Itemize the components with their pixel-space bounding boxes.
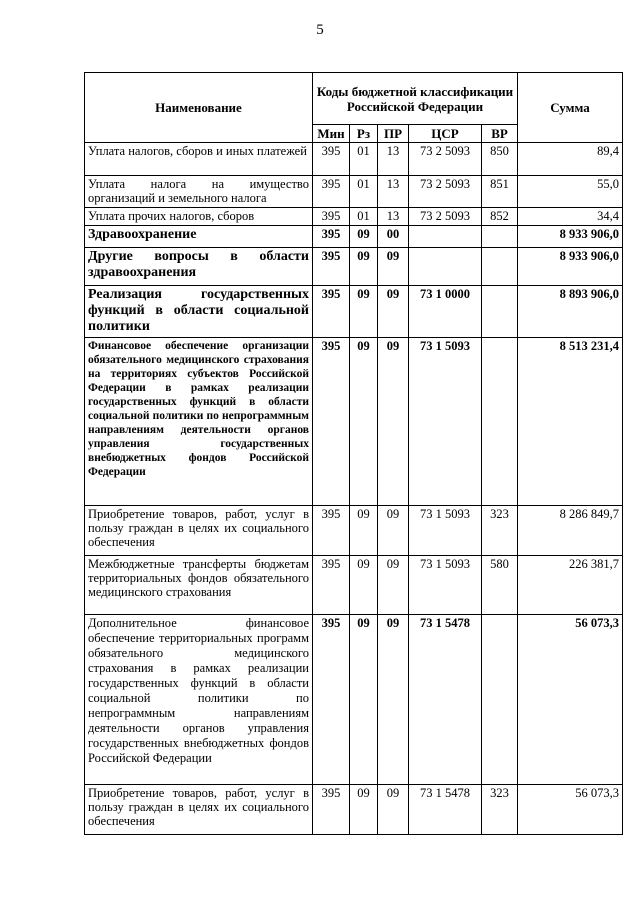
table-row [85, 226, 623, 248]
row-pr: 09 [378, 615, 409, 785]
row-csr: 73 1 5478 [409, 785, 482, 835]
row-vr [482, 615, 518, 785]
row-rz: 09 [350, 506, 378, 556]
row-sum: 55,0 [518, 176, 623, 208]
page-number: 5 [316, 22, 324, 38]
row-name: Межбюджетные трансферты бюджетам территориальных фондов обязательного медицинского страхования [85, 556, 313, 615]
row-name: Здравоохранение [85, 226, 313, 248]
row-pr: 09 [378, 286, 409, 338]
row-vr [482, 286, 518, 338]
row-name: Приобретение товаров, работ, услуг в пользу граждан в целях их социального обеспечения [85, 506, 313, 556]
row-sum: 8 933 906,0 [518, 248, 623, 286]
table-row [85, 615, 623, 785]
header-rz: Рз [350, 125, 378, 143]
row-sum: 34,4 [518, 208, 623, 226]
table-row [85, 208, 623, 226]
row-pr: 13 [378, 176, 409, 208]
row-vr: 323 [482, 785, 518, 835]
header-sum: Сумма [518, 73, 623, 143]
budget-table [84, 72, 623, 835]
row-name: Дополнительное финансовое обеспечение территориальных программ обязательного медицинского страхования в рамках реализации государственных функций в области социальной политики по непрограммным направлениям деятельности органов управления государственных внебюджетных фондов Российской Федерации [85, 615, 313, 785]
row-pr: 13 [378, 143, 409, 176]
row-sum: 8 286 849,7 [518, 506, 623, 556]
table-row [85, 506, 623, 556]
row-rz: 09 [350, 286, 378, 338]
row-sum: 56 073,3 [518, 785, 623, 835]
table-row [85, 248, 623, 286]
row-name: Уплата налогов, сборов и иных платежей [85, 143, 313, 176]
row-name: Уплата прочих налогов, сборов [85, 208, 313, 226]
row-sum: 8 513 231,4 [518, 338, 623, 506]
row-min: 395 [313, 248, 350, 286]
row-csr [409, 226, 482, 248]
row-csr: 73 2 5093 [409, 143, 482, 176]
row-vr [482, 248, 518, 286]
header-codes: Коды бюджетной классификации Российской Федерации [313, 73, 518, 125]
row-csr: 73 1 5093 [409, 506, 482, 556]
row-rz: 09 [350, 226, 378, 248]
row-name: Приобретение товаров, работ, услуг в пользу граждан в целях их социального обеспечения [85, 785, 313, 835]
header-csr: ЦСР [409, 125, 482, 143]
row-min: 395 [313, 176, 350, 208]
row-min: 395 [313, 785, 350, 835]
row-min: 395 [313, 615, 350, 785]
row-vr: 851 [482, 176, 518, 208]
row-csr: 73 1 5093 [409, 556, 482, 615]
table-row [85, 176, 623, 208]
row-rz: 09 [350, 556, 378, 615]
row-rz: 09 [350, 785, 378, 835]
row-csr: 73 2 5093 [409, 176, 482, 208]
table-row [85, 143, 623, 176]
header-name: Наименование [85, 73, 313, 143]
row-pr: 13 [378, 208, 409, 226]
row-min: 395 [313, 226, 350, 248]
row-pr: 00 [378, 226, 409, 248]
row-vr: 580 [482, 556, 518, 615]
row-name: Другие вопросы в области здравоохранения [85, 248, 313, 286]
row-min: 395 [313, 208, 350, 226]
row-vr [482, 338, 518, 506]
row-name: Финансовое обеспечение организации обязательного медицинского страхования на территориях субъектов Российской Федерации в рамках реализации государственных функций в области социальной политики по непрограммным направлениям деятельности органов управления государственных внебюджетных фондов Российской Федерации [85, 338, 313, 506]
table-row [85, 338, 623, 506]
row-vr: 323 [482, 506, 518, 556]
row-csr: 73 2 5093 [409, 208, 482, 226]
row-sum: 8 933 906,0 [518, 226, 623, 248]
table-row [85, 556, 623, 615]
row-sum: 8 893 906,0 [518, 286, 623, 338]
row-csr: 73 1 0000 [409, 286, 482, 338]
row-min: 395 [313, 143, 350, 176]
row-vr [482, 226, 518, 248]
header-pr: ПР [378, 125, 409, 143]
header-min: Мин [313, 125, 350, 143]
row-min: 395 [313, 506, 350, 556]
row-csr [409, 248, 482, 286]
row-min: 395 [313, 556, 350, 615]
row-rz: 01 [350, 143, 378, 176]
row-min: 395 [313, 286, 350, 338]
row-min: 395 [313, 338, 350, 506]
table-row [85, 785, 623, 835]
row-rz: 01 [350, 176, 378, 208]
header-row [85, 73, 623, 125]
row-pr: 09 [378, 248, 409, 286]
row-pr: 09 [378, 556, 409, 615]
row-sum: 226 381,7 [518, 556, 623, 615]
header-vr: ВР [482, 125, 518, 143]
row-name: Уплата налога на имущество организаций и земельного налога [85, 176, 313, 208]
row-pr: 09 [378, 338, 409, 506]
row-rz: 09 [350, 615, 378, 785]
row-rz: 09 [350, 338, 378, 506]
row-vr: 850 [482, 143, 518, 176]
row-pr: 09 [378, 785, 409, 835]
table-row [85, 286, 623, 338]
row-name: Реализация государственных функций в области социальной политики [85, 286, 313, 338]
row-csr: 73 1 5478 [409, 615, 482, 785]
row-rz: 09 [350, 248, 378, 286]
row-sum: 89,4 [518, 143, 623, 176]
row-pr: 09 [378, 506, 409, 556]
row-sum: 56 073,3 [518, 615, 623, 785]
row-csr: 73 1 5093 [409, 338, 482, 506]
row-rz: 01 [350, 208, 378, 226]
row-vr: 852 [482, 208, 518, 226]
